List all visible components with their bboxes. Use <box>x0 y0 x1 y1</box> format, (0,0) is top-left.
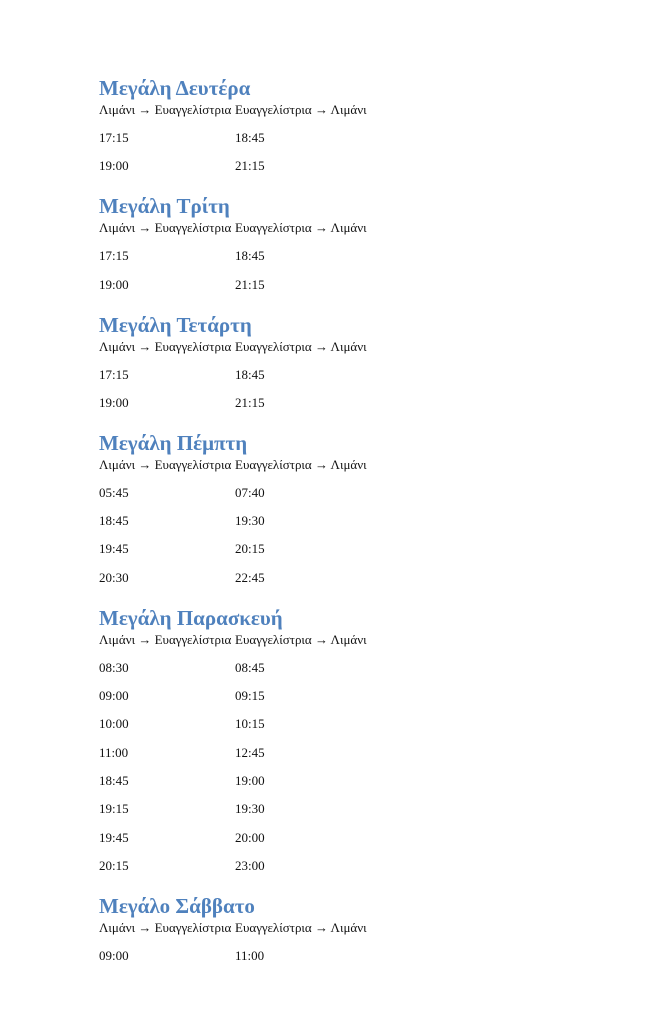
time-row <box>99 800 619 817</box>
route-outbound-label: Λιμάνι → Ευαγγελίστρια <box>99 220 232 236</box>
day-section <box>99 430 619 586</box>
time-row <box>99 829 619 846</box>
route-outbound-label: Λιμάνι → Ευαγγελίστρια <box>99 338 232 354</box>
departure-time-outbound: 19:15 <box>99 801 129 817</box>
time-table <box>99 129 619 174</box>
route-outbound-label: Λιμάνι → Ευαγγελίστρια <box>99 631 232 647</box>
day-section <box>99 312 619 411</box>
time-row <box>99 366 619 383</box>
day-title: Μεγάλη Παρασκευή <box>99 605 283 630</box>
departure-time-return: 21:15 <box>235 394 265 410</box>
departure-time-outbound: 20:15 <box>99 857 129 873</box>
route-header <box>99 631 619 648</box>
time-row <box>99 276 619 293</box>
route-return-label: Ευαγγελίστρια → Λιμάνι <box>235 102 367 117</box>
departure-time-return: 20:15 <box>235 541 265 557</box>
departure-time-return: 18:45 <box>235 248 265 264</box>
route-return-label: Ευαγγελίστρια → Λιμάνι <box>235 919 367 935</box>
time-row <box>99 772 619 789</box>
departure-time-outbound: 19:00 <box>99 158 129 174</box>
day-title: Μεγάλη Πέμπτη <box>99 430 248 455</box>
time-row <box>99 394 619 411</box>
departure-time-outbound: 09:00 <box>99 688 129 704</box>
departure-time-outbound: 20:30 <box>99 569 129 585</box>
departure-time-return: 23:00 <box>235 857 265 873</box>
departure-time-outbound: 05:45 <box>99 484 129 500</box>
departure-time-outbound: 19:45 <box>99 541 129 557</box>
time-table <box>99 484 619 586</box>
route-outbound-label: Λιμάνι → Ευαγγελίστρια <box>99 102 232 117</box>
route-header <box>99 219 619 236</box>
departure-time-return: 18:45 <box>235 366 265 382</box>
time-row <box>99 687 619 704</box>
departure-time-return: 09:15 <box>235 688 265 704</box>
time-row <box>99 157 619 174</box>
departure-time-return: 19:30 <box>235 513 265 529</box>
departure-time-return: 19:30 <box>235 801 265 817</box>
route-outbound-label: Λιμάνι → Ευαγγελίστρια <box>99 919 232 935</box>
departure-time-outbound: 17:15 <box>99 130 129 145</box>
time-row <box>99 484 619 501</box>
departure-time-return: 19:00 <box>235 772 265 788</box>
route-return-label: Ευαγγελίστρια → Λιμάνι <box>235 631 367 647</box>
departure-time-return: 21:15 <box>235 158 265 174</box>
departure-time-outbound: 10:00 <box>99 716 129 732</box>
departure-time-outbound: 11:00 <box>99 744 129 760</box>
day-section <box>99 605 619 874</box>
departure-time-return: 11:00 <box>235 947 265 963</box>
departure-time-outbound: 08:30 <box>99 659 129 675</box>
day-section <box>99 893 619 964</box>
departure-time-return: 07:40 <box>235 484 265 500</box>
departure-time-return: 10:15 <box>235 716 265 732</box>
day-title: Μεγάλο Σάββατο <box>99 893 255 918</box>
day-section <box>99 193 619 292</box>
day-title: Μεγάλη Τρίτη <box>99 194 230 219</box>
time-row <box>99 540 619 557</box>
departure-time-return: 08:45 <box>235 659 265 675</box>
time-row <box>99 744 619 761</box>
departure-time-return: 22:45 <box>235 569 265 585</box>
time-row <box>99 247 619 264</box>
route-return-label: Ευαγγελίστρια → Λιμάνι <box>235 338 367 354</box>
day-section <box>99 75 619 174</box>
day-title: Μεγάλη Δευτέρα <box>99 76 251 100</box>
route-return-label: Ευαγγελίστρια → Λιμάνι <box>235 220 367 236</box>
time-row <box>99 659 619 676</box>
time-table <box>99 366 619 411</box>
time-row <box>99 129 619 146</box>
time-row <box>99 947 619 964</box>
time-table <box>99 247 619 292</box>
time-row <box>99 857 619 874</box>
departure-time-outbound: 19:00 <box>99 394 129 410</box>
departure-time-outbound: 09:00 <box>99 947 129 963</box>
time-row <box>99 512 619 529</box>
departure-time-outbound: 18:45 <box>99 772 129 788</box>
route-outbound-label: Λιμάνι → Ευαγγελίστρια <box>99 456 232 472</box>
departure-time-outbound: 19:00 <box>99 276 129 292</box>
time-row <box>99 715 619 732</box>
time-table <box>99 947 619 964</box>
departure-time-return: 12:45 <box>235 744 265 760</box>
departure-time-return: 18:45 <box>235 130 265 145</box>
route-header <box>99 456 619 473</box>
schedule-document <box>99 75 619 964</box>
departure-time-return: 20:00 <box>235 829 265 845</box>
time-table <box>99 659 619 874</box>
route-header <box>99 338 619 355</box>
route-header <box>99 101 619 118</box>
departure-time-outbound: 17:15 <box>99 366 129 382</box>
departure-time-return: 21:15 <box>235 276 265 292</box>
route-return-label: Ευαγγελίστρια → Λιμάνι <box>235 456 367 472</box>
departure-time-outbound: 19:45 <box>99 829 129 845</box>
departure-time-outbound: 17:15 <box>99 248 129 264</box>
route-header <box>99 919 619 936</box>
time-row <box>99 569 619 586</box>
day-title: Μεγάλη Τετάρτη <box>99 312 252 337</box>
departure-time-outbound: 18:45 <box>99 513 129 529</box>
